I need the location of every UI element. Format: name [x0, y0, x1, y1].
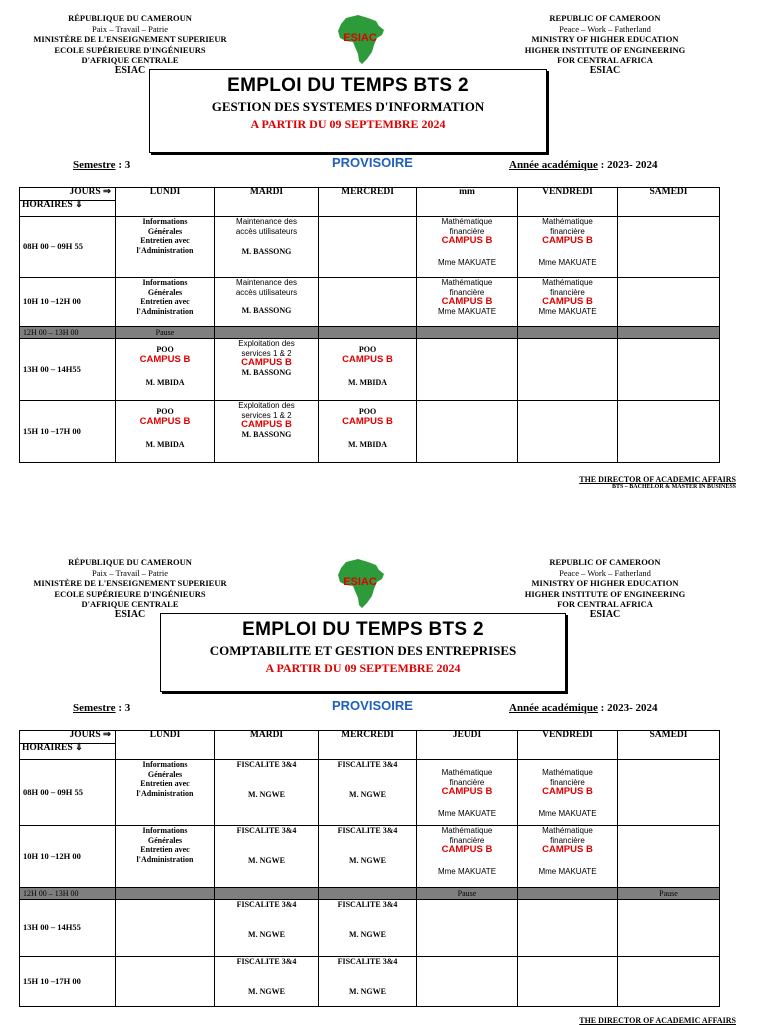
header-right-line: MINISTRY OF HIGHER EDUCATION — [531, 34, 679, 44]
header-left-line: MINISTÈRE DE L'ENSEIGNEMENT SUPERIEUR — [33, 34, 227, 44]
pause-cell: Pause — [618, 888, 720, 900]
course-cell: POO CAMPUS B M. MBIDA — [319, 339, 417, 401]
header-right-block — [470, 13, 740, 76]
academic-year: Année académique : 2023- 2024 — [509, 159, 658, 171]
pause-cell — [215, 327, 319, 339]
header-right-line: HIGHER INSTITUTE OF ENGINEERING — [524, 588, 686, 599]
header-right-line: HIGHER INSTITUTE OF ENGINEERING — [524, 44, 686, 55]
header-left-line: MINISTÈRE DE L'ENSEIGNEMENT SUPERIEUR — [33, 578, 227, 588]
pause-cell — [319, 888, 417, 900]
header-left-block — [0, 13, 260, 76]
empty-cell — [417, 900, 518, 957]
title-box — [149, 69, 547, 153]
header-left-line: Paix – Travail – Patrie — [91, 567, 169, 578]
header-right-line: FOR CENTRAL AFRICA — [557, 599, 653, 609]
day-header: VENDREDI — [518, 731, 618, 760]
time-slot: 10H 10 –12H 00 — [20, 826, 116, 888]
header-left-line: D'AFRIQUE CENTRALE — [81, 55, 179, 65]
empty-cell — [116, 957, 215, 1007]
jours-label: JOURS ⇒ — [20, 188, 115, 201]
day-header: MARDI — [215, 731, 319, 760]
empty-cell — [116, 900, 215, 957]
empty-cell — [618, 957, 720, 1007]
empty-cell — [518, 957, 618, 1007]
empty-cell — [618, 401, 720, 463]
course-cell: Mathématique financière CAMPUS B Mme MAKUATE — [417, 217, 518, 278]
course-cell: Mathématique financière CAMPUS B Mme MAKUATE — [417, 278, 518, 327]
header-left-line: ESIAC — [114, 608, 146, 620]
pause-cell: Pause — [116, 327, 215, 339]
day-header: JEUDI — [417, 731, 518, 760]
time-slot: 12H 00 – 13H 00 — [20, 888, 116, 900]
day-header: SAMEDI — [618, 188, 720, 217]
empty-cell — [417, 339, 518, 401]
course-cell: FISCALITE 3&4 M. NGWE — [215, 760, 319, 826]
course-cell: Mathématique financière CAMPUS B Mme MAKUATE — [518, 217, 618, 278]
course-cell: Mathématique financière CAMPUS B Mme MAKUATE — [518, 760, 618, 826]
corner-header — [20, 731, 116, 760]
start-date: A PARTIR DU 09 SEPTEMBRE 2024 — [265, 661, 461, 675]
course-cell: POO CAMPUS B M. MBIDA — [116, 339, 215, 401]
day-header: MARDI — [215, 188, 319, 217]
header-left-line: D'AFRIQUE CENTRALE — [81, 599, 179, 609]
time-slot: 13H 00 – 14H55 — [20, 339, 116, 401]
time-slot: 08H 00 – 09H 55 — [20, 217, 116, 278]
course-cell: FISCALITE 3&4 M. NGWE — [215, 826, 319, 888]
empty-cell — [518, 900, 618, 957]
director-signature: THE DIRECTOR OF ACADEMIC AFFAIRS BTS – BACHELOR & MASTER IN BUSINESS — [579, 475, 736, 490]
header-left-block — [0, 557, 260, 620]
course-cell: Mathématique financière CAMPUS B Mme MAKUATE — [417, 826, 518, 888]
pause-cell — [116, 888, 215, 900]
course-cell: Exploitation des services 1 & 2 CAMPUS B M. BASSONG — [215, 401, 319, 463]
course-cell: FISCALITE 3&4 M. NGWE — [215, 957, 319, 1007]
empty-cell — [618, 760, 720, 826]
svg-text:ESIAC: ESIAC — [343, 576, 377, 588]
day-header: mm — [417, 188, 518, 217]
course-cell: POO CAMPUS B M. MBIDA — [319, 401, 417, 463]
empty-cell — [518, 401, 618, 463]
header-left-line: ESIAC — [114, 64, 146, 76]
course-cell: Informations Générales Entretien avec l'Administration — [116, 826, 215, 888]
course-cell: Mathématique financière CAMPUS B Mme MAKUATE — [518, 278, 618, 327]
time-slot: 08H 00 – 09H 55 — [20, 760, 116, 826]
pause-cell — [417, 327, 518, 339]
day-header: VENDREDI — [518, 188, 618, 217]
corner-header — [20, 188, 116, 217]
director-signature: THE DIRECTOR OF ACADEMIC AFFAIRS — [579, 1016, 736, 1025]
course-cell: Mathématique financière CAMPUS B Mme MAKUATE — [518, 826, 618, 888]
time-slot: 10H 10 –12H 00 — [20, 278, 116, 327]
horaires-label: HORAIRES ⇓ — [22, 743, 84, 753]
time-slot: 15H 10 –17H 00 — [20, 957, 116, 1007]
svg-text:ESIAC: ESIAC — [343, 32, 377, 44]
course-cell: Informations Générales Entretien avec l'Administration — [116, 278, 215, 327]
pause-cell: Pause — [417, 888, 518, 900]
empty-cell — [417, 957, 518, 1007]
timetable-grid — [19, 187, 720, 463]
esiac-logo — [332, 556, 388, 612]
semestre: Semestre : 3 — [73, 702, 131, 714]
header-right-line: ESIAC — [589, 608, 621, 620]
header-right-block — [470, 557, 740, 620]
empty-cell — [618, 278, 720, 327]
header-right-line: MINISTRY OF HIGHER EDUCATION — [531, 578, 679, 588]
pause-cell — [518, 327, 618, 339]
time-slot: 15H 10 –17H 00 — [20, 401, 116, 463]
horaires-label: HORAIRES ⇓ — [22, 200, 84, 210]
course-cell: FISCALITE 3&4 M. NGWE — [319, 826, 417, 888]
academic-year: Année académique : 2023- 2024 — [509, 702, 658, 714]
header-left-line: Paix – Travail – Patrie — [91, 23, 169, 34]
provisoire-label: PROVISOIRE — [332, 698, 413, 713]
course-cell: FISCALITE 3&4 M. NGWE — [319, 760, 417, 826]
course-cell: FISCALITE 3&4 M. NGWE — [319, 957, 417, 1007]
course-cell: FISCALITE 3&4 M. NGWE — [215, 900, 319, 957]
day-header: SAMEDI — [618, 731, 720, 760]
header-left-line: ECOLE SUPÉRIEURE D'INGÉNIEURS — [54, 44, 206, 55]
time-slot: 12H 00 – 13H 00 — [20, 327, 116, 339]
timetable-grid — [19, 730, 720, 1007]
header-left-line: RÉPUBLIQUE DU CAMEROUN — [68, 557, 192, 567]
pause-cell — [518, 888, 618, 900]
day-header: LUNDI — [116, 731, 215, 760]
day-header: LUNDI — [116, 188, 215, 217]
pause-cell — [618, 327, 720, 339]
time-slot: 13H 00 – 14H55 — [20, 900, 116, 957]
header-right-line: Peace – Work – Fatherland — [559, 567, 651, 578]
empty-cell — [417, 401, 518, 463]
course-cell: Maintenance des accès utilisateurs M. BASSONG — [215, 278, 319, 327]
empty-cell — [618, 900, 720, 957]
header-right-line: REPUBLIC OF CAMEROON — [549, 557, 661, 567]
page-title: EMPLOI DU TEMPS BTS 2 — [227, 75, 469, 96]
course-cell: FISCALITE 3&4 M. NGWE — [319, 900, 417, 957]
header-left-line: ECOLE SUPÉRIEURE D'INGÉNIEURS — [54, 588, 206, 599]
pause-cell — [215, 888, 319, 900]
page-title: EMPLOI DU TEMPS BTS 2 — [242, 619, 484, 640]
empty-cell — [618, 217, 720, 278]
esiac-logo — [332, 12, 388, 68]
empty-cell — [618, 826, 720, 888]
title-box — [160, 613, 566, 692]
provisoire-label: PROVISOIRE — [332, 155, 413, 170]
header-right-line: FOR CENTRAL AFRICA — [557, 55, 653, 65]
course-cell: Informations Générales Entretien avec l'Administration — [116, 217, 215, 278]
empty-cell — [518, 339, 618, 401]
jours-label: JOURS ⇒ — [20, 731, 115, 744]
header-right-line: Peace – Work – Fatherland — [559, 23, 651, 34]
course-cell: Mathématique financière CAMPUS B Mme MAKUATE — [417, 760, 518, 826]
empty-cell — [319, 217, 417, 278]
semestre: Semestre : 3 — [73, 159, 131, 171]
program-subtitle: COMPTABILITE ET GESTION DES ENTREPRISES — [209, 643, 517, 658]
course-cell: Exploitation des services 1 & 2 CAMPUS B M. BASSONG — [215, 339, 319, 401]
course-cell: Informations Générales Entretien avec l'Administration — [116, 760, 215, 826]
start-date: A PARTIR DU 09 SEPTEMBRE 2024 — [250, 117, 446, 131]
course-cell: Maintenance des accès utilisateurs M. BASSONG — [215, 217, 319, 278]
header-right-line: REPUBLIC OF CAMEROON — [549, 13, 661, 23]
header-left-line: RÉPUBLIQUE DU CAMEROUN — [68, 13, 192, 23]
program-subtitle: GESTION DES SYSTEMES D'INFORMATION — [211, 99, 485, 114]
day-header: MERCREDI — [319, 731, 417, 760]
empty-cell — [319, 278, 417, 327]
header-right-line: ESIAC — [589, 64, 621, 76]
course-cell: POO CAMPUS B M. MBIDA — [116, 401, 215, 463]
pause-cell — [319, 327, 417, 339]
day-header: MERCREDI — [319, 188, 417, 217]
empty-cell — [618, 339, 720, 401]
